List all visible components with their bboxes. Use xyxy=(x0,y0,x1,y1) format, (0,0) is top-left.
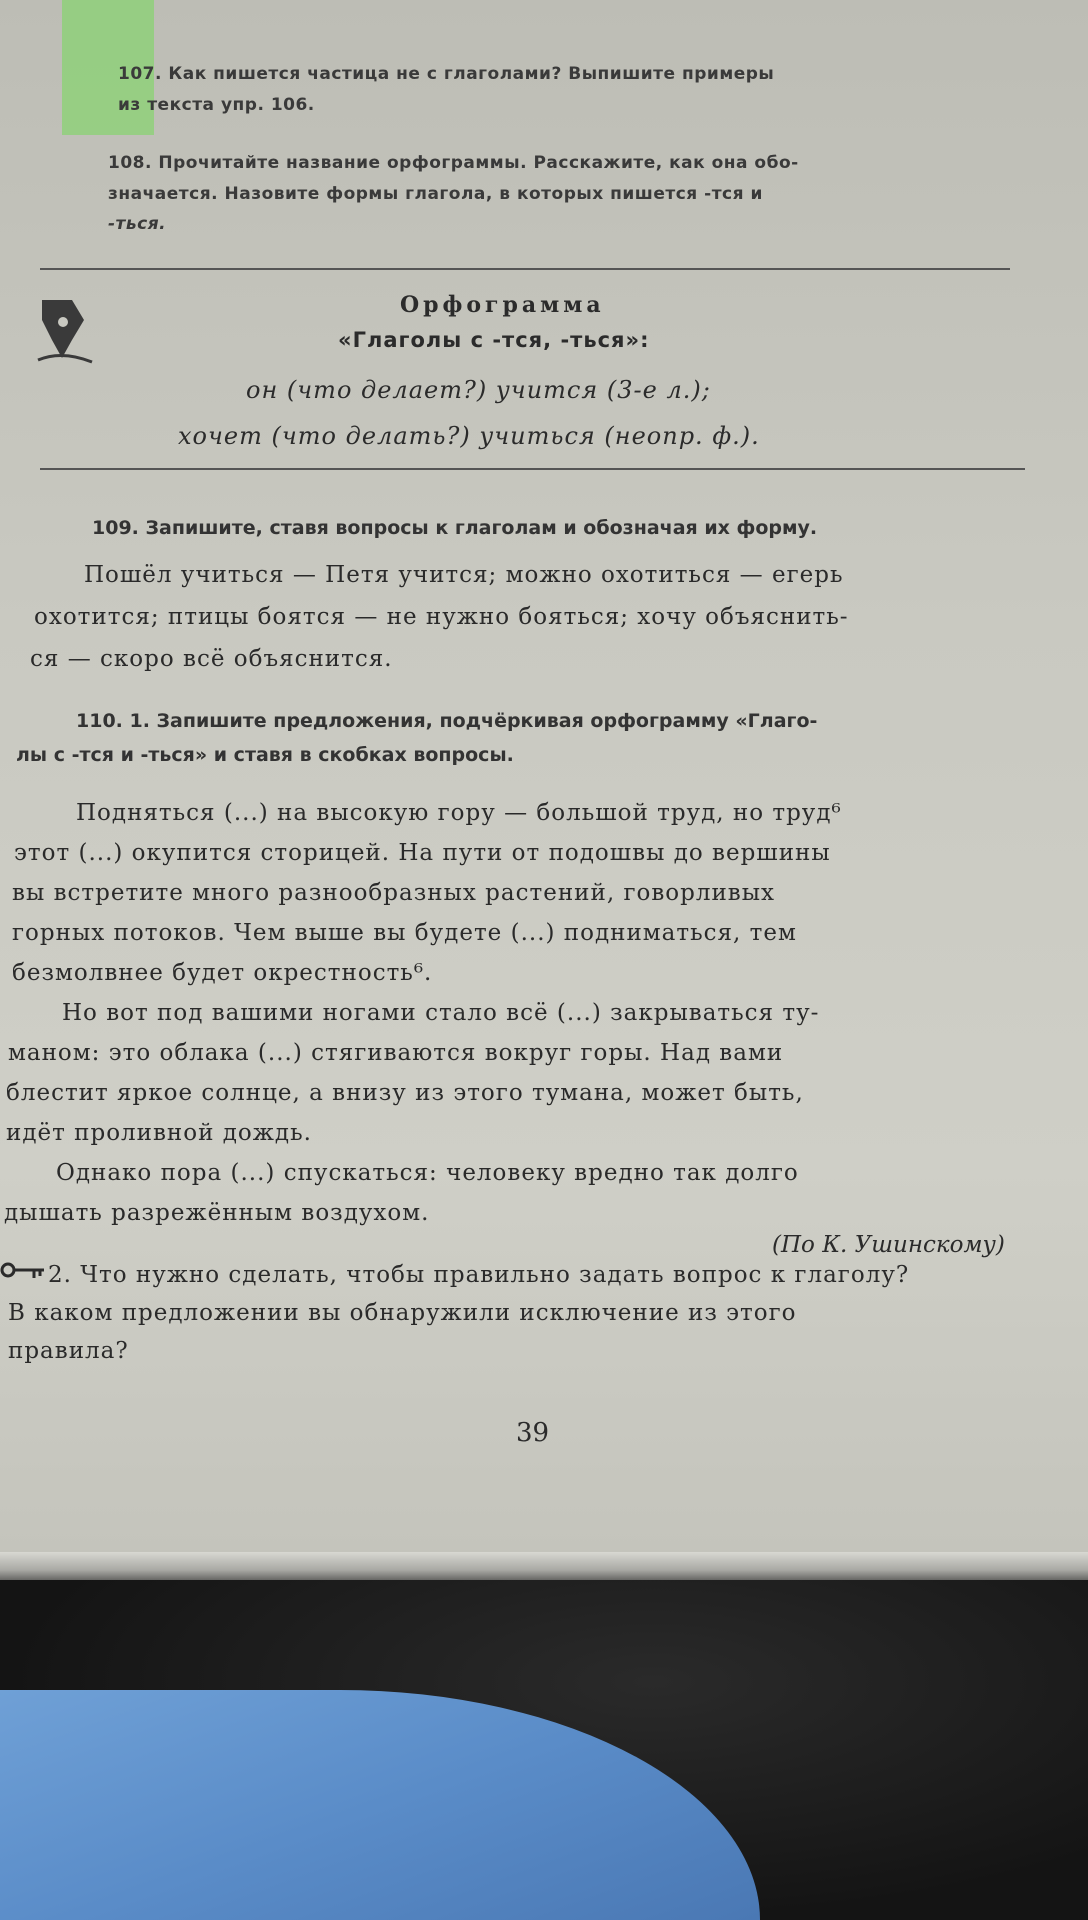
text-p2-line1: Но вот под вашими ногами стало всё (...) закрываться ту- xyxy=(62,1000,820,1026)
rule-example-1: он (что делает?) учится (3-е л.); xyxy=(246,376,711,404)
rule-example-2: хочет (что делать?) учиться (неопр. ф.). xyxy=(178,422,760,450)
page-bottom-edge xyxy=(0,1552,1088,1582)
task-107-line2: из текста упр. 106. xyxy=(118,95,315,115)
text-p2-line2: маном: это облака (...) стягиваются вокруг горы. Над вами xyxy=(8,1040,784,1066)
task-109-line1: Пошёл учиться — Петя учится; можно охотиться — егерь xyxy=(84,562,844,588)
text-p3-line2: дышать разрежённым воздухом. xyxy=(4,1200,430,1226)
page-number: 39 xyxy=(516,1418,550,1448)
task-110-header-2: лы с -тся и -ться» и ставя в скобках вопросы. xyxy=(16,744,514,766)
text-p1-line3: вы встретите много разнообразных растений, говорливых xyxy=(12,880,776,906)
text-source: (По К. Ушинскому) xyxy=(772,1232,1005,1258)
task-108-line3: -ться. xyxy=(108,214,167,234)
task-109-line3: ся — скоро всё объяснится. xyxy=(30,646,393,672)
task-108-line2: значается. Назовите формы глагола, в которых пишется -тся и xyxy=(108,184,763,204)
rule-top-divider xyxy=(40,268,1010,270)
task-107-line1: 107. Как пишется частица не с глаголами? Выпишите примеры xyxy=(118,64,775,84)
key-icon xyxy=(0,1258,46,1282)
rule-bottom-divider xyxy=(40,468,1025,470)
rule-subtitle: «Глаголы с -тся, -ться»: xyxy=(338,328,650,352)
text-p1-line2: этот (...) окупится сторицей. На пути от подошвы до вершины xyxy=(14,840,831,866)
question-2-line1: 2. Что нужно сделать, чтобы правильно задать вопрос к глаголу? xyxy=(48,1262,910,1288)
text-p1-line4: горных потоков. Чем выше вы будете (...) подниматься, тем xyxy=(12,920,797,946)
task-108-line1: 108. Прочитайте название орфограммы. Расскажите, как она обо- xyxy=(108,153,799,173)
task-109-header: 109. Запишите, ставя вопросы к глаголам и обозначая их форму. xyxy=(92,517,818,539)
text-p2-line3: блестит яркое солнце, а внизу из этого тумана, может быть, xyxy=(6,1080,804,1106)
pen-nib-icon xyxy=(32,290,102,370)
question-2-line2: В каком предложении вы обнаружили исключение из этого xyxy=(8,1300,797,1326)
text-p3-line1: Однако пора (...) спускаться: человеку вредно так долго xyxy=(56,1160,799,1186)
text-p2-line4: идёт проливной дождь. xyxy=(6,1120,312,1146)
task-110-header-1: 110. 1. Запишите предложения, подчёркивая орфограмму «Глаго- xyxy=(76,710,818,732)
task-109-line2: охотится; птицы боятся — не нужно бояться; хочу объяснить- xyxy=(34,604,849,630)
text-p1-line5: безмолвнее будет окрестность⁶. xyxy=(12,960,433,986)
text-p1-line1: Подняться (...) на высокую гору — большой труд, но труд⁶ xyxy=(76,800,842,826)
question-2-line3: правила? xyxy=(8,1338,129,1364)
rule-title: Орфограмма xyxy=(400,292,605,318)
